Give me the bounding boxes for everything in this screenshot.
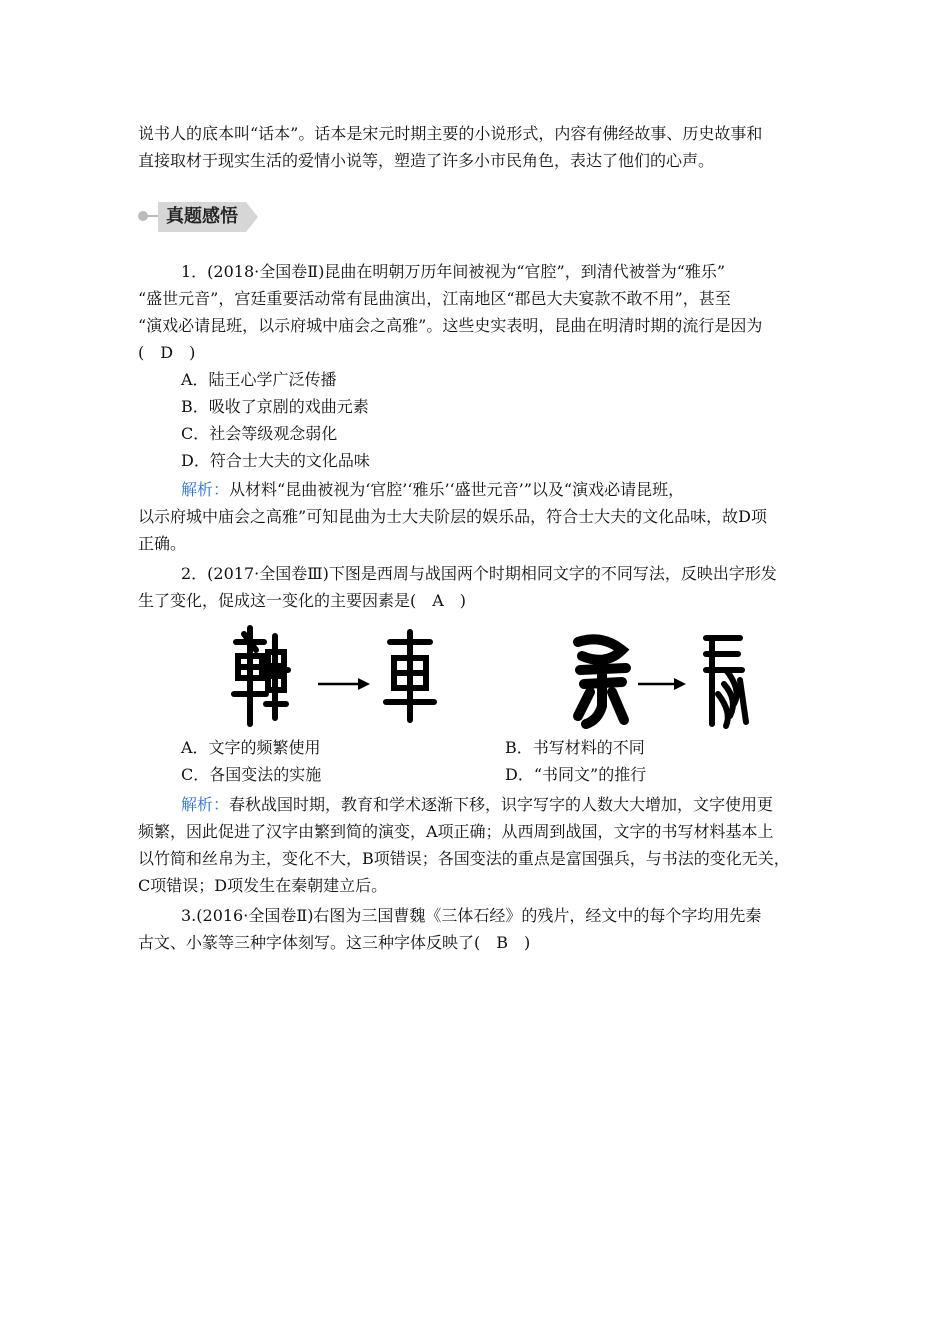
q2-option-b: B．书写材料的不同 (505, 738, 645, 757)
q3-line-1: 3.(2016·全国卷Ⅱ)右图为三国曹魏《三体石经》的残片，经文中的每个字均用先秦 (181, 906, 762, 925)
zhou-che-glyph (234, 628, 288, 724)
q2-line-2: 生了变化，促成这一变化的主要因素是( A ) (138, 591, 467, 610)
q3-line-2: 古文、小篆等三种字体刻写。这三种字体反映了( B ) (138, 933, 531, 952)
q2-explanation-line-3: 以竹简和丝帛为主，变化不大，B项错误；各国变法的重点是富国强兵，与书法的变化无关， (138, 849, 790, 868)
q2-jiexi-label: 解析： (181, 795, 230, 814)
q2-option-a: A．文字的频繁使用 (181, 738, 321, 757)
q1-answer: ( D ) (138, 343, 196, 362)
warring-che-glyph (386, 632, 434, 720)
q1-option-b: B．吸收了京剧的戏曲元素 (181, 397, 369, 416)
q2-explanation-line-2: 频繁，因此促进了汉字由繁到简的演变，A项正确；从西周到战国，文字的书写材料基本上 (138, 822, 774, 841)
section-divider (146, 215, 160, 217)
q1-line-2: “盛世元音”，宫廷重要活动常有昆曲演出，江南地区“郡邑大夫宴款不敢不用”，甚至 (138, 289, 731, 308)
q1-line-3: “演戏必请昆班，以示府城中庙会之高雅”。这些史实表明，昆曲在明清时期的流行是因为 (138, 316, 763, 335)
q1-jiexi-label: 解析： (181, 480, 230, 499)
arrow-icon (638, 678, 686, 690)
q1-explanation-line-3: 正确。 (138, 534, 187, 553)
section-title: 真题感悟 (166, 206, 238, 227)
q1-option-a: A．陆王心学广泛传播 (181, 370, 337, 389)
q2-explanation-text: 春秋战国时期，教育和学术逐渐下移，识字写字的人数大大增加，文字使用更 (229, 795, 774, 814)
q2-explanation-line-4: C项错误；D项发生在秦朝建立后。 (138, 876, 388, 895)
warring-ma-glyph (706, 638, 746, 726)
section-header (138, 202, 263, 232)
intro-line-1: 说书人的底本叫“话本”。话本是宋元时期主要的小说形式，内容有佛经故事、历史故事和 (138, 124, 763, 143)
q2-explanation-line-1 (138, 791, 818, 818)
q1-explanation-text: 从材料“昆曲被视为‘官腔’‘雅乐’‘盛世元音’”以及“演戏必请昆班， (229, 480, 685, 499)
q2-line-1: 2．(2017·全国卷Ⅲ)下图是西周与战国两个时期相同文字的不同写法，反映出字形发 (181, 564, 777, 583)
script-evolution-figure (230, 620, 770, 730)
q1-line-1: 1．(2018·全国卷Ⅱ)昆曲在明朝万历年间被视为“官腔”，到清代被誉为“雅乐” (181, 262, 726, 281)
arrow-icon (318, 678, 370, 690)
q1-explanation-line-2: 以示府城中庙会之高雅”可知昆曲为士大夫阶层的娱乐品，符合士大夫的文化品味，故D项 (138, 507, 768, 526)
q2-option-c: C．各国变法的实施 (181, 765, 322, 784)
q1-option-c: C．社会等级观念弱化 (181, 424, 338, 443)
intro-line-2: 直接取材于现实生活的爱情小说等，塑造了许多小市民角色，表达了他们的心声。 (138, 151, 715, 170)
q1-option-d: D．符合士大夫的文化品味 (181, 451, 370, 470)
q1-explanation-line-1 (138, 476, 818, 503)
q2-option-d: D．“书同文”的推行 (505, 765, 647, 784)
zhou-ma-glyph (578, 639, 626, 724)
